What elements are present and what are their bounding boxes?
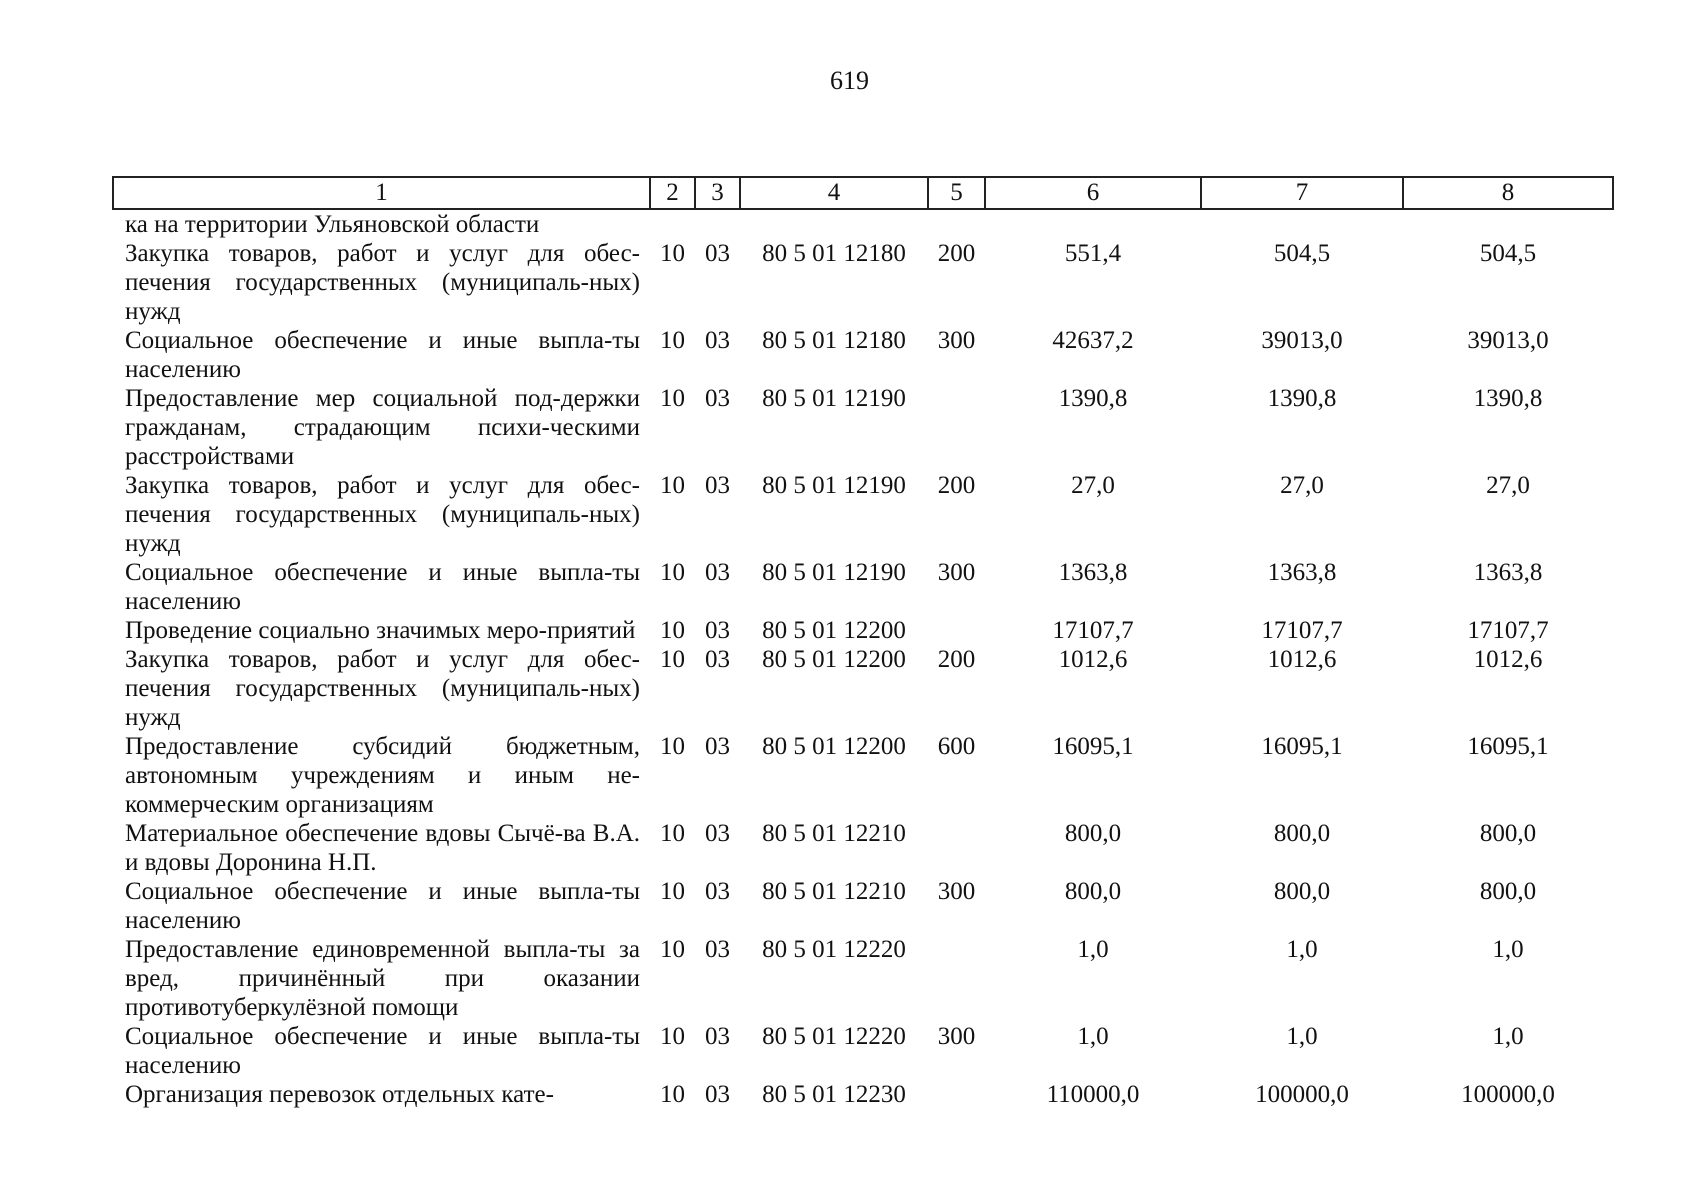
cell-target-article: 80 5 01 12210 (762, 878, 906, 905)
cell-amount-col7: 1390,8 (1267, 385, 1337, 412)
row-description: Социальное обеспечение и иные выпла-ты населению (125, 1023, 640, 1079)
cell-section: 10 (660, 878, 685, 905)
column-header: 5 (928, 177, 985, 209)
column-header: 6 (985, 177, 1201, 209)
cell-target-article: 80 5 01 12200 (762, 646, 906, 673)
cell-subsection: 03 (705, 1081, 730, 1108)
cell-section: 10 (660, 646, 685, 673)
cell-expense-type: 600 (937, 733, 976, 760)
cell-subsection: 03 (705, 878, 730, 905)
cell-section: 10 (660, 327, 685, 354)
cell-expense-type (928, 616, 985, 645)
column-header: 3 (695, 177, 740, 209)
cell-section: 10 (660, 240, 685, 267)
cell-target-article (740, 209, 928, 239)
cell-amount-col6: 1,0 (1077, 936, 1109, 963)
cell-amount-col7: 1,0 (1286, 936, 1318, 963)
cell-subsection: 03 (705, 1023, 730, 1050)
row-description: Материальное обеспечение вдовы Сычё-ва В.А. и вдовы Доронина Н.П. (125, 820, 640, 876)
cell-amount-col6: 110000,0 (1046, 1081, 1140, 1108)
cell-target-article: 80 5 01 12220 (762, 1023, 906, 1050)
cell-target-article: 80 5 01 12180 (762, 327, 906, 354)
cell-amount-col8: 100000,0 (1461, 1081, 1555, 1108)
header-row (113, 177, 1613, 209)
cell-amount-col6: 1390,8 (1058, 385, 1128, 412)
column-header: 8 (1403, 177, 1613, 209)
cell-target-article: 80 5 01 12210 (762, 820, 906, 847)
cell-expense-type (928, 209, 985, 239)
cell-amount-col6 (985, 209, 1201, 239)
cell-amount-col8: 17107,7 (1467, 617, 1549, 644)
row-description: Предоставление единовременной выпла-ты за вред, причинённый при оказании противотуберкулёзной помощи (125, 936, 640, 1021)
table-row (113, 935, 1613, 1022)
cell-expense-type: 300 (937, 327, 976, 354)
cell-section: 10 (660, 733, 685, 760)
table-row (113, 1022, 1613, 1080)
table-row (113, 645, 1613, 732)
cell-amount-col8: 1,0 (1492, 1023, 1524, 1050)
cell-amount-col6: 551,4 (1064, 240, 1122, 267)
cell-section: 10 (660, 820, 685, 847)
cell-amount-col7: 39013,0 (1261, 327, 1343, 354)
cell-subsection: 03 (705, 240, 730, 267)
cell-amount-col7: 1363,8 (1267, 559, 1337, 586)
cell-amount-col6: 27,0 (1071, 472, 1115, 499)
row-description: Социальное обеспечение и иные выпла-ты населению (125, 327, 640, 383)
cell-expense-type: 300 (937, 878, 976, 905)
cell-amount-col8 (1403, 209, 1613, 239)
budget-table (112, 176, 1614, 1109)
cell-section: 10 (660, 617, 685, 644)
cell-amount-col6: 800,0 (1064, 820, 1122, 847)
cell-subsection: 03 (705, 559, 730, 586)
cell-target-article: 80 5 01 12200 (762, 617, 906, 644)
cell-amount-col6: 1012,6 (1058, 646, 1128, 673)
row-description: ка на территории Ульяновской области (125, 211, 540, 238)
row-description: Организация перевозок отдельных кате- (125, 1081, 554, 1108)
cell-target-article: 80 5 01 12190 (762, 472, 906, 499)
cell-amount-col8: 504,5 (1479, 240, 1537, 267)
column-header: 7 (1201, 177, 1403, 209)
cell-amount-col7: 800,0 (1273, 878, 1331, 905)
table-row (113, 558, 1613, 616)
table-body (113, 209, 1613, 1109)
cell-amount-col7: 16095,1 (1261, 733, 1343, 760)
cell-subsection: 03 (705, 385, 730, 412)
cell-expense-type (928, 1080, 985, 1109)
cell-section: 10 (660, 1023, 685, 1050)
table-header (113, 177, 1613, 209)
cell-subsection: 03 (705, 936, 730, 963)
cell-amount-col8: 800,0 (1479, 820, 1537, 847)
cell-amount-col8: 16095,1 (1467, 733, 1549, 760)
cell-section (650, 209, 695, 239)
cell-target-article: 80 5 01 12190 (762, 559, 906, 586)
table-row (113, 819, 1613, 877)
row-description: Закупка товаров, работ и услуг для обес-печения государственных (муниципаль-ных) нужд (125, 646, 640, 731)
cell-amount-col8: 1,0 (1492, 936, 1524, 963)
table-row (113, 471, 1613, 558)
cell-expense-type (928, 384, 985, 471)
row-description: Предоставление субсидий бюджетным, автономным учреждениям и иным не-коммерческим организациям (125, 733, 640, 818)
cell-target-article: 80 5 01 12220 (762, 936, 906, 963)
row-description: Закупка товаров, работ и услуг для обес-печения государственных (муниципаль-ных) нужд (125, 240, 640, 325)
cell-amount-col8: 39013,0 (1467, 327, 1549, 354)
cell-amount-col8: 800,0 (1479, 878, 1537, 905)
column-header: 1 (113, 177, 650, 209)
cell-amount-col6: 42637,2 (1052, 327, 1134, 354)
table-row (113, 209, 1613, 239)
cell-expense-type: 200 (937, 240, 976, 267)
table-row (113, 616, 1613, 645)
cell-expense-type: 300 (937, 559, 976, 586)
row-description: Проведение социально значимых меро-приятий (125, 617, 636, 644)
cell-amount-col7: 27,0 (1280, 472, 1324, 499)
cell-amount-col6: 1363,8 (1058, 559, 1128, 586)
table-row (113, 877, 1613, 935)
row-description: Закупка товаров, работ и услуг для обес-печения государственных (муниципаль-ных) нужд (125, 472, 640, 557)
cell-subsection (695, 209, 740, 239)
column-header: 4 (740, 177, 928, 209)
cell-amount-col8: 1390,8 (1473, 385, 1543, 412)
cell-subsection: 03 (705, 820, 730, 847)
cell-amount-col6: 1,0 (1077, 1023, 1109, 1050)
cell-expense-type (928, 935, 985, 1022)
table-row (113, 732, 1613, 819)
cell-subsection: 03 (705, 646, 730, 673)
cell-amount-col7: 504,5 (1273, 240, 1331, 267)
column-header: 2 (650, 177, 695, 209)
cell-target-article: 80 5 01 12200 (762, 733, 906, 760)
cell-amount-col7: 1,0 (1286, 1023, 1318, 1050)
page-number: 619 (830, 66, 869, 95)
cell-amount-col7: 800,0 (1273, 820, 1331, 847)
table-row (113, 239, 1613, 326)
cell-amount-col8: 1012,6 (1473, 646, 1543, 673)
cell-section: 10 (660, 1081, 685, 1108)
cell-section: 10 (660, 472, 685, 499)
row-description: Социальное обеспечение и иные выпла-ты населению (125, 878, 640, 934)
cell-target-article: 80 5 01 12180 (762, 240, 906, 267)
cell-amount-col8: 27,0 (1486, 472, 1530, 499)
cell-amount-col7: 1012,6 (1267, 646, 1337, 673)
cell-amount-col7: 100000,0 (1255, 1081, 1349, 1108)
cell-amount-col7: 17107,7 (1261, 617, 1343, 644)
cell-target-article: 80 5 01 12230 (762, 1081, 906, 1108)
table-row (113, 384, 1613, 471)
cell-expense-type: 300 (937, 1023, 976, 1050)
cell-amount-col6: 17107,7 (1052, 617, 1134, 644)
cell-section: 10 (660, 385, 685, 412)
cell-subsection: 03 (705, 472, 730, 499)
cell-amount-col6: 800,0 (1064, 878, 1122, 905)
cell-amount-col8: 1363,8 (1473, 559, 1543, 586)
table-row (113, 1080, 1613, 1109)
cell-expense-type: 200 (937, 472, 976, 499)
row-description: Предоставление мер социальной под-держки гражданам, страдающим психи-ческими расстройствами (125, 385, 640, 470)
cell-amount-col7 (1201, 209, 1403, 239)
cell-expense-type (928, 819, 985, 877)
cell-subsection: 03 (705, 617, 730, 644)
cell-amount-col6: 16095,1 (1052, 733, 1134, 760)
cell-subsection: 03 (705, 327, 730, 354)
table-row (113, 326, 1613, 384)
cell-subsection: 03 (705, 733, 730, 760)
cell-section: 10 (660, 936, 685, 963)
cell-target-article: 80 5 01 12190 (762, 385, 906, 412)
row-description: Социальное обеспечение и иные выпла-ты населению (125, 559, 640, 615)
cell-expense-type: 200 (937, 646, 976, 673)
cell-section: 10 (660, 559, 685, 586)
